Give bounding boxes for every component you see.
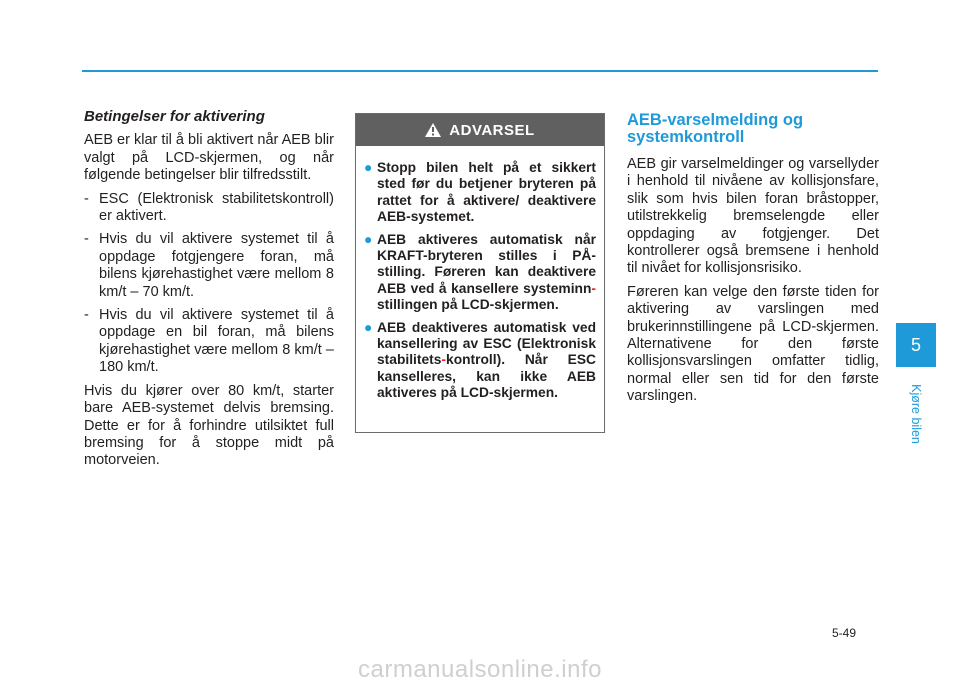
right-column — [627, 112, 879, 412]
warning-box — [355, 113, 605, 433]
left-column — [84, 108, 334, 470]
warning-triangle-icon — [425, 123, 441, 137]
section-heading: AEB-varselmelding og systemkontroll — [627, 111, 804, 146]
warning-item: ● AEB aktiveres automatisk når KRAFT-bryteren stilles i PÅ-stilling. Føreren kan deaktivere AEB ved å kansellere systeminn-stillingen på LCD-skjermen. — [364, 231, 596, 313]
list-item: - Hvis du vil aktivere systemet til å oppdage fotgjengere foran, må bilens kjørehastighet være mellom 8 km/t – 70 km/t. — [84, 231, 334, 300]
chapter-tab: 5 — [896, 323, 936, 367]
warning-item: ● Stopp bilen helt på et sikkert sted før du betjener bryteren på rattet for å aktivere/ deaktivere AEB-systemet. — [364, 160, 596, 225]
list-item: - ESC (Elektronisk stabilitetskontroll) er aktivert. — [84, 190, 334, 225]
intro-paragraph: AEB er klar til å bli aktivert når AEB blir valgt på LCD-skjermen, og når følgende betingelser blir tilfredsstilt. — [84, 132, 334, 184]
paragraph: Føreren kan velge den første tiden for aktivering av varslingen med brukerinnstillingene på LCD-skjermen. Alternativene for den første kollisjonsvarslingen omfatter tidlig, normal eller sen tid for den første varslingen. — [627, 283, 879, 405]
list-item: - Hvis du vil aktivere systemet til å oppdage en bil foran, må bilens kjørehastighet være mellom 8 km/t – 180 km/t. — [84, 307, 334, 376]
warning-title: ADVARSEL — [449, 121, 535, 139]
paragraph: AEB gir varselmeldinger og varsellyder i henhold til nivåene av kollisjonsfare, slik som hvis bilen foran bråstopper, utilstrekkelig bremselengde eller oppdaging av fotgjenger. Det kontrollerer også bremsene i henhold til nivået for kollisjonsrisiko. — [627, 156, 879, 277]
closing-paragraph: Hvis du kjører over 80 km/t, starter bare AEB-systemet delvis bremsing. Dette er for å forhindre utilsiktet full bremsing for å stoppe midt på motorveien. — [84, 382, 334, 469]
section-heading: Betingelser for aktivering — [84, 108, 265, 125]
chapter-label: Kjøre bilen — [909, 384, 923, 444]
warning-body — [356, 146, 604, 402]
watermark: carmanualsonline.info — [358, 656, 602, 683]
warning-header — [356, 114, 604, 146]
bullet-icon: ● — [364, 231, 373, 247]
top-rule — [82, 70, 878, 72]
page-number: 5-49 — [832, 626, 857, 640]
warning-item: ● AEB deaktiveres automatisk ved kansellering av ESC (Elektronisk stabilitets-kontroll). Når ESC kanselleres, kan ikke AEB aktiveres på LCD-skjermen. — [364, 319, 596, 401]
bullet-icon: ● — [364, 319, 373, 335]
bullet-icon: ● — [364, 160, 373, 175]
